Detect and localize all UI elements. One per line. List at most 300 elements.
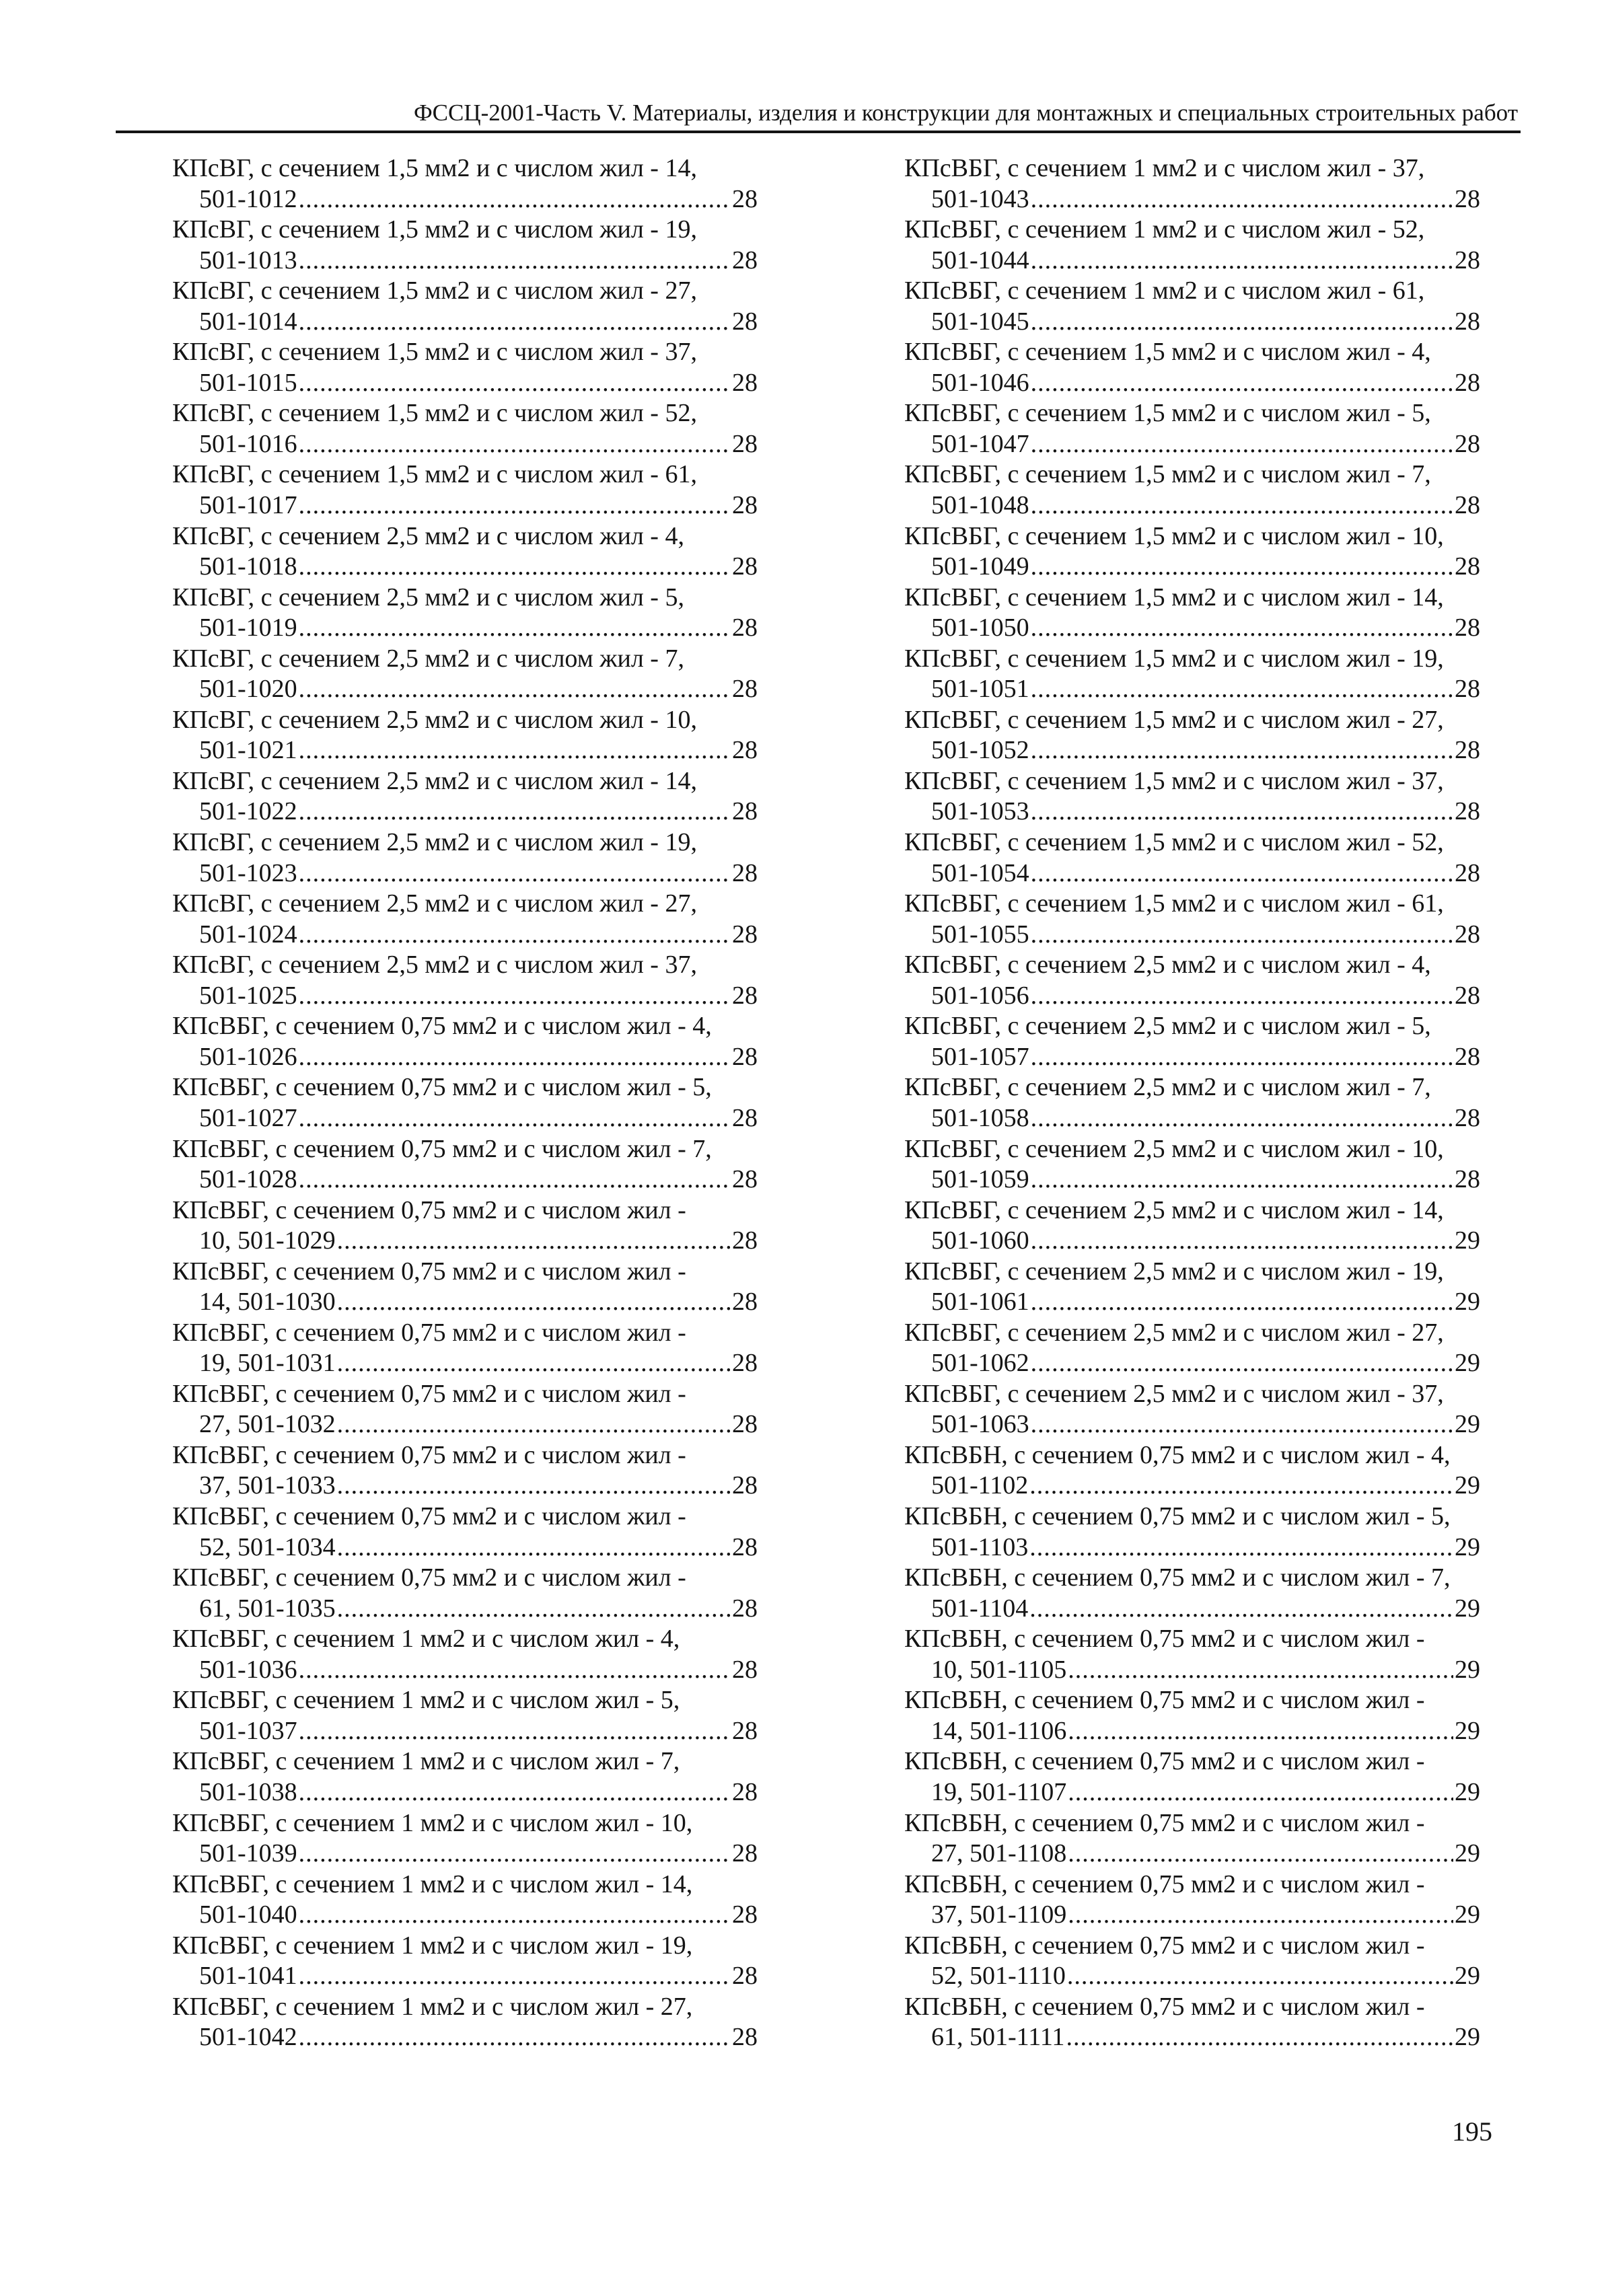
entry-title: КПсВБГ, с сечением 1 мм2 и с числом жил - 4, <box>172 1625 680 1654</box>
entry-page: 28 <box>732 552 758 581</box>
entry-reference-line <box>172 1409 758 1440</box>
index-entry <box>172 276 758 337</box>
entry-code: 501-1028 <box>199 1165 297 1193</box>
entry-reference-line <box>904 1287 1480 1318</box>
dot-leader <box>299 981 731 1012</box>
entry-reference-line <box>172 246 758 276</box>
entry-code: 501-1027 <box>199 1103 297 1132</box>
entry-page: 28 <box>732 614 758 642</box>
entry-code: 501-1046 <box>931 368 1029 397</box>
entry-page: 28 <box>732 981 758 1010</box>
entry-title: КПсВБН, с сечением 0,75 мм2 и с числом жил - <box>904 1808 1425 1837</box>
entry-reference-line <box>172 184 758 215</box>
dot-leader <box>1031 307 1453 338</box>
entry-title: КПсВГ, с сечением 2,5 мм2 и с числом жил - 37, <box>172 951 697 979</box>
entry-code: 501-1045 <box>931 307 1029 336</box>
entry-reference-line <box>172 981 758 1012</box>
dot-leader <box>299 1839 731 1869</box>
dot-leader <box>1068 1777 1453 1808</box>
entry-code: 501-1048 <box>931 490 1029 519</box>
dot-leader <box>337 1532 731 1563</box>
index-entry <box>904 889 1480 950</box>
entry-code: 501-1052 <box>931 736 1029 765</box>
entry-title: КПсВБН, с сечением 0,75 мм2 и с числом жил - 7, <box>904 1563 1451 1592</box>
index-entry <box>172 521 758 583</box>
index-entry <box>904 1746 1480 1808</box>
entry-reference-line <box>172 1471 758 1502</box>
entry-reference-line <box>172 490 758 521</box>
entry-code: 501-1103 <box>931 1532 1029 1561</box>
entry-title: КПсВБГ, с сечением 1,5 мм2 и с числом жил - 7, <box>904 460 1431 489</box>
entry-page: 28 <box>732 1655 758 1684</box>
entry-title: КПсВБГ, с сечением 0,75 мм2 и с числом жил - 4, <box>172 1012 712 1041</box>
index-entry <box>904 1685 1480 1746</box>
entry-page: 28 <box>732 1962 758 1991</box>
entry-code: 501-1055 <box>931 920 1029 949</box>
index-entry <box>904 1502 1480 1563</box>
entry-code: 501-1047 <box>931 429 1029 458</box>
entry-code: 501-1059 <box>931 1165 1029 1193</box>
entry-title: КПсВГ, с сечением 2,5 мм2 и с числом жил - 19, <box>172 828 697 857</box>
entry-page: 28 <box>1455 614 1480 642</box>
entry-code: 19, 501-1031 <box>199 1349 336 1378</box>
entry-page: 28 <box>732 1042 758 1071</box>
entry-code: 501-1102 <box>931 1471 1029 1500</box>
index-entry <box>172 705 758 766</box>
entry-page: 28 <box>732 797 758 826</box>
index-entry <box>904 1624 1480 1685</box>
entry-page: 29 <box>1455 1471 1480 1500</box>
entry-page: 28 <box>1455 429 1480 458</box>
entry-reference-line <box>904 858 1480 889</box>
entry-reference-line <box>904 920 1480 951</box>
entry-title: КПсВБН, с сечением 0,75 мм2 и с числом жил - <box>904 1869 1425 1898</box>
dot-leader <box>1068 1900 1453 1931</box>
index-entry <box>172 1746 758 1808</box>
entry-code: 52, 501-1034 <box>199 1532 336 1561</box>
entry-page: 28 <box>732 246 758 274</box>
entry-reference-line <box>172 368 758 399</box>
entry-reference-line <box>172 1226 758 1257</box>
entry-title: КПсВБГ, с сечением 1 мм2 и с числом жил - 10, <box>172 1808 693 1837</box>
entry-title: КПсВБГ, с сечением 2,5 мм2 и с числом жил - 19, <box>904 1257 1444 1286</box>
index-entry <box>904 1563 1480 1624</box>
dot-leader <box>1068 1655 1453 1686</box>
entry-code: 501-1056 <box>931 981 1029 1010</box>
entry-page: 28 <box>732 675 758 704</box>
entry-title: КПсВБГ, с сечением 1,5 мм2 и с числом жил - 37, <box>904 766 1444 795</box>
entry-reference-line <box>172 674 758 705</box>
entry-code: 10, 501-1029 <box>199 1226 336 1255</box>
index-entry <box>904 337 1480 398</box>
entry-page: 28 <box>732 858 758 887</box>
entry-page: 28 <box>732 1103 758 1132</box>
entry-title: КПсВГ, с сечением 2,5 мм2 и с числом жил - 7, <box>172 644 684 673</box>
entry-reference-line <box>172 1103 758 1134</box>
entry-title: КПсВБН, с сечением 0,75 мм2 и с числом жил - 5, <box>904 1502 1451 1531</box>
entry-page: 28 <box>1455 1165 1480 1193</box>
entry-page: 28 <box>732 1900 758 1929</box>
header-rule <box>116 131 1521 133</box>
entry-page: 28 <box>1455 307 1480 336</box>
entry-code: 501-1054 <box>931 858 1029 887</box>
dot-leader <box>1031 981 1453 1012</box>
index-entry <box>172 459 758 521</box>
entry-code: 501-1019 <box>199 614 297 642</box>
dot-leader <box>299 1103 731 1134</box>
index-entry <box>172 337 758 398</box>
entry-code: 501-1040 <box>199 1900 297 1929</box>
dot-leader <box>299 613 731 644</box>
entry-code: 37, 501-1109 <box>931 1900 1067 1929</box>
entry-reference-line <box>172 1961 758 1992</box>
dot-leader <box>1031 674 1453 705</box>
dot-leader <box>299 858 731 889</box>
entry-reference-line <box>904 1348 1480 1379</box>
entry-title: КПсВГ, с сечением 1,5 мм2 и с числом жил - 37, <box>172 338 697 367</box>
entry-code: 19, 501-1107 <box>931 1777 1067 1806</box>
dot-leader <box>299 368 731 399</box>
entry-reference-line <box>172 797 758 827</box>
entry-code: 501-1043 <box>931 184 1029 213</box>
entry-page: 29 <box>1455 1532 1480 1561</box>
index-entry <box>172 950 758 1011</box>
entry-title: КПсВБГ, с сечением 0,75 мм2 и с числом жил - <box>172 1195 686 1224</box>
entry-reference-line <box>904 981 1480 1012</box>
index-entry <box>172 889 758 950</box>
entry-code: 27, 501-1108 <box>931 1839 1067 1868</box>
entry-page: 28 <box>732 1839 758 1868</box>
dot-leader <box>299 552 731 583</box>
entry-code: 501-1053 <box>931 797 1029 826</box>
index-entry <box>172 1869 758 1931</box>
entry-page: 28 <box>1455 1042 1480 1071</box>
entry-title: КПсВБГ, с сечением 1,5 мм2 и с числом жил - 4, <box>904 338 1431 367</box>
entry-page: 28 <box>1455 1103 1480 1132</box>
index-entry <box>172 215 758 276</box>
entry-page: 28 <box>1455 675 1480 704</box>
index-entry <box>172 1624 758 1685</box>
entry-page: 28 <box>732 307 758 336</box>
index-entry <box>172 1072 758 1134</box>
entry-page: 29 <box>1455 1410 1480 1439</box>
entry-title: КПсВБГ, с сечением 2,5 мм2 и с числом жил - 7, <box>904 1073 1431 1102</box>
entry-title: КПсВБН, с сечением 0,75 мм2 и с числом жил - 4, <box>904 1440 1451 1469</box>
entry-reference-line <box>904 1409 1480 1440</box>
index-entry <box>172 153 758 215</box>
entry-code: 501-1015 <box>199 368 297 397</box>
index-entry <box>172 827 758 889</box>
dot-leader <box>1029 1594 1453 1625</box>
dot-leader <box>1031 246 1453 276</box>
entry-page: 29 <box>1455 1900 1480 1929</box>
entry-reference-line <box>904 1226 1480 1257</box>
entry-code: 501-1018 <box>199 552 297 581</box>
dot-leader <box>299 2022 731 2053</box>
entry-reference-line <box>904 1042 1480 1073</box>
entry-reference-line <box>904 184 1480 215</box>
entry-code: 61, 501-1035 <box>199 1594 336 1623</box>
entry-page: 29 <box>1455 2023 1480 2052</box>
entry-title: КПсВГ, с сечением 1,5 мм2 и с числом жил - 61, <box>172 460 697 489</box>
dot-leader <box>299 429 731 460</box>
entry-page: 28 <box>732 490 758 519</box>
entry-page: 28 <box>732 2023 758 2052</box>
page-number: 195 <box>1452 2116 1492 2147</box>
entry-reference-line <box>904 1532 1480 1563</box>
entry-title: КПсВБН, с сечением 0,75 мм2 и с числом жил - <box>904 1686 1425 1715</box>
entry-code: 501-1022 <box>199 797 297 826</box>
index-entry <box>904 1011 1480 1072</box>
entry-reference-line <box>172 307 758 338</box>
dot-leader <box>1068 1716 1453 1747</box>
index-entry <box>904 276 1480 337</box>
index-entry <box>172 1563 758 1624</box>
dot-leader <box>1031 858 1453 889</box>
entry-page: 28 <box>1455 797 1480 826</box>
dot-leader <box>299 1164 731 1195</box>
entry-page: 28 <box>1455 552 1480 581</box>
entry-code: 14, 501-1106 <box>931 1716 1067 1745</box>
entry-reference-line <box>172 429 758 460</box>
index-entry <box>172 398 758 459</box>
entry-page: 28 <box>732 429 758 458</box>
entry-title: КПсВГ, с сечением 2,5 мм2 и с числом жил - 4, <box>172 521 684 550</box>
entry-code: 501-1012 <box>199 184 297 213</box>
entry-code: 501-1021 <box>199 736 297 765</box>
entry-reference-line <box>172 613 758 644</box>
index-entry <box>904 1808 1480 1869</box>
entry-title: КПсВГ, с сечением 1,5 мм2 и с числом жил - 27, <box>172 276 697 305</box>
entry-title: КПсВБГ, с сечением 2,5 мм2 и с числом жил - 37, <box>904 1379 1444 1408</box>
entry-title: КПсВБН, с сечением 0,75 мм2 и с числом жил - <box>904 1931 1425 1960</box>
entry-reference-line <box>904 429 1480 460</box>
dot-leader <box>1031 184 1453 215</box>
entry-code: 501-1063 <box>931 1410 1029 1439</box>
entry-title: КПсВБГ, с сечением 1,5 мм2 и с числом жил - 61, <box>904 889 1444 918</box>
entry-reference-line <box>904 490 1480 521</box>
entry-code: 37, 501-1033 <box>199 1471 336 1500</box>
index-entry <box>172 1808 758 1869</box>
dot-leader <box>299 1716 731 1747</box>
dot-leader <box>337 1287 731 1318</box>
entry-page: 28 <box>1455 368 1480 397</box>
entry-page: 29 <box>1455 1594 1480 1623</box>
dot-leader <box>299 1655 731 1686</box>
index-entry <box>904 583 1480 644</box>
entry-page: 28 <box>1455 246 1480 274</box>
index-entry <box>172 583 758 644</box>
index-entry <box>904 459 1480 521</box>
entry-title: КПсВГ, с сечением 2,5 мм2 и с числом жил - 5, <box>172 583 684 612</box>
dot-leader <box>299 1961 731 1992</box>
index-entry <box>904 705 1480 766</box>
entry-reference-line <box>172 1839 758 1869</box>
entry-title: КПсВБН, с сечением 0,75 мм2 и с числом жил - <box>904 1747 1425 1776</box>
entry-code: 501-1051 <box>931 675 1029 704</box>
entry-title: КПсВБГ, с сечением 0,75 мм2 и с числом жил - <box>172 1502 686 1531</box>
entry-page: 28 <box>1455 736 1480 765</box>
dot-leader <box>299 797 731 827</box>
entry-reference-line <box>904 1900 1480 1931</box>
entry-title: КПсВБГ, с сечением 2,5 мм2 и с числом жил - 27, <box>904 1318 1444 1347</box>
entry-code: 501-1013 <box>199 246 297 274</box>
entry-reference-line <box>904 1164 1480 1195</box>
entry-title: КПсВБГ, с сечением 1,5 мм2 и с числом жил - 10, <box>904 521 1444 550</box>
dot-leader <box>1031 1226 1453 1257</box>
entry-title: КПсВБГ, с сечением 1,5 мм2 и с числом жил - 19, <box>904 644 1444 673</box>
entry-title: КПсВГ, с сечением 2,5 мм2 и с числом жил - 10, <box>172 705 697 734</box>
dot-leader <box>337 1226 731 1257</box>
entry-code: 501-1014 <box>199 307 297 336</box>
entry-page: 28 <box>732 1716 758 1745</box>
dot-leader <box>1031 1409 1453 1440</box>
entry-page: 28 <box>732 184 758 213</box>
entry-reference-line <box>904 1103 1480 1134</box>
entry-page: 29 <box>1455 1655 1480 1684</box>
dot-leader <box>1031 1164 1453 1195</box>
entry-reference-line <box>904 1961 1480 1992</box>
dot-leader <box>1031 920 1453 951</box>
entry-page: 29 <box>1455 1962 1480 1991</box>
entry-title: КПсВГ, с сечением 2,5 мм2 и с числом жил - 14, <box>172 766 697 795</box>
dot-leader <box>1031 613 1453 644</box>
entry-reference-line <box>904 1777 1480 1808</box>
entry-reference-line <box>172 735 758 766</box>
entry-page: 28 <box>732 1226 758 1255</box>
index-entry <box>172 1379 758 1440</box>
entry-title: КПсВБГ, с сечением 0,75 мм2 и с числом жил - <box>172 1379 686 1408</box>
entry-page: 28 <box>1455 920 1480 949</box>
index-entry <box>904 1992 1480 2053</box>
entry-title: КПсВБГ, с сечением 1,5 мм2 и с числом жил - 52, <box>904 828 1444 857</box>
entry-reference-line <box>904 246 1480 276</box>
index-entry <box>904 766 1480 827</box>
entry-code: 61, 501-1111 <box>931 2023 1065 2052</box>
entry-page: 29 <box>1455 1349 1480 1378</box>
entry-reference-line <box>904 1716 1480 1747</box>
entry-title: КПсВГ, с сечением 2,5 мм2 и с числом жил - 27, <box>172 889 697 918</box>
entry-reference-line <box>172 1348 758 1379</box>
entry-title: КПсВГ, с сечением 1,5 мм2 и с числом жил - 19, <box>172 215 697 244</box>
index-column-left <box>172 153 758 2053</box>
index-entry <box>904 950 1480 1011</box>
entry-code: 27, 501-1032 <box>199 1410 336 1439</box>
entry-title: КПсВБГ, с сечением 1 мм2 и с числом жил - 19, <box>172 1931 693 1960</box>
entry-reference-line <box>172 1042 758 1073</box>
dot-leader <box>299 184 731 215</box>
dot-leader <box>337 1409 731 1440</box>
index-entry <box>172 1685 758 1746</box>
entry-page: 28 <box>732 920 758 949</box>
dot-leader <box>1068 1839 1453 1869</box>
dot-leader <box>299 920 731 951</box>
index-entry <box>904 153 1480 215</box>
entry-page: 29 <box>1455 1226 1480 1255</box>
entry-page: 28 <box>732 1165 758 1193</box>
index-entry <box>172 1440 758 1502</box>
entry-page: 28 <box>732 1777 758 1806</box>
index-entry <box>904 827 1480 889</box>
entry-page: 28 <box>732 1349 758 1378</box>
entry-title: КПсВБГ, с сечением 1,5 мм2 и с числом жил - 27, <box>904 705 1444 734</box>
entry-title: КПсВБГ, с сечением 2,5 мм2 и с числом жил - 5, <box>904 1012 1431 1041</box>
entry-code: 501-1044 <box>931 246 1029 274</box>
dot-leader <box>1031 797 1453 827</box>
dot-leader <box>337 1471 731 1502</box>
entry-page: 28 <box>1455 490 1480 519</box>
index-entry <box>904 521 1480 583</box>
entry-reference-line <box>904 1594 1480 1625</box>
entry-title: КПсВБГ, с сечением 2,5 мм2 и с числом жил - 10, <box>904 1134 1444 1163</box>
entry-reference-line <box>904 613 1480 644</box>
entry-page: 29 <box>1455 1716 1480 1745</box>
entry-page: 28 <box>732 1471 758 1500</box>
entry-reference-line <box>904 674 1480 705</box>
index-entry <box>904 1379 1480 1440</box>
entry-page: 28 <box>732 1288 758 1317</box>
dot-leader <box>337 1348 731 1379</box>
entry-page: 29 <box>1455 1839 1480 1868</box>
entry-title: КПсВБГ, с сечением 0,75 мм2 и с числом жил - <box>172 1257 686 1286</box>
entry-title: КПсВБН, с сечением 0,75 мм2 и с числом жил - <box>904 1625 1425 1654</box>
entry-reference-line <box>904 1839 1480 1869</box>
entry-code: 501-1049 <box>931 552 1029 581</box>
dot-leader <box>1031 1103 1453 1134</box>
dot-leader <box>337 1594 731 1625</box>
entry-reference-line <box>172 1164 758 1195</box>
index-entry <box>904 1072 1480 1134</box>
entry-code: 501-1025 <box>199 981 297 1010</box>
index-entry <box>904 644 1480 705</box>
index-entry <box>904 1931 1480 1992</box>
entry-code: 14, 501-1030 <box>199 1288 336 1317</box>
dot-leader <box>299 1900 731 1931</box>
entry-page: 29 <box>1455 1777 1480 1806</box>
entry-reference-line <box>904 307 1480 338</box>
entry-reference-line <box>172 1777 758 1808</box>
entry-title: КПсВБГ, с сечением 0,75 мм2 и с числом жил - 5, <box>172 1073 712 1102</box>
entry-reference-line <box>904 1471 1480 1502</box>
entry-title: КПсВБГ, с сечением 1 мм2 и с числом жил - 27, <box>172 1992 693 2021</box>
entry-code: 501-1104 <box>931 1594 1029 1623</box>
index-entry <box>904 1195 1480 1257</box>
index-entry <box>172 1931 758 1992</box>
entry-title: КПсВБГ, с сечением 1 мм2 и с числом жил - 61, <box>904 276 1425 305</box>
entry-code: 501-1061 <box>931 1288 1029 1317</box>
dot-leader <box>1066 2022 1453 2053</box>
entry-title: КПсВБГ, с сечением 0,75 мм2 и с числом жил - <box>172 1440 686 1469</box>
entry-page: 28 <box>1455 184 1480 213</box>
dot-leader <box>1067 1961 1453 1992</box>
entry-code: 501-1020 <box>199 675 297 704</box>
entry-title: КПсВБН, с сечением 0,75 мм2 и с числом жил - <box>904 1992 1425 2021</box>
index-column-right <box>904 153 1480 2053</box>
entry-code: 501-1026 <box>199 1042 297 1071</box>
dot-leader <box>299 1042 731 1073</box>
entry-reference-line <box>172 1594 758 1625</box>
entry-title: КПсВБГ, с сечением 1 мм2 и с числом жил - 52, <box>904 215 1425 244</box>
index-entry <box>904 1318 1480 1379</box>
index-entry <box>172 1992 758 2053</box>
entry-reference-line <box>904 735 1480 766</box>
index-entry <box>904 215 1480 276</box>
entry-code: 501-1023 <box>199 858 297 887</box>
dot-leader <box>1031 1042 1453 1073</box>
dot-leader <box>1029 1471 1453 1502</box>
index-entry <box>172 1011 758 1072</box>
entry-title: КПсВБГ, с сечением 0,75 мм2 и с числом жил - <box>172 1318 686 1347</box>
